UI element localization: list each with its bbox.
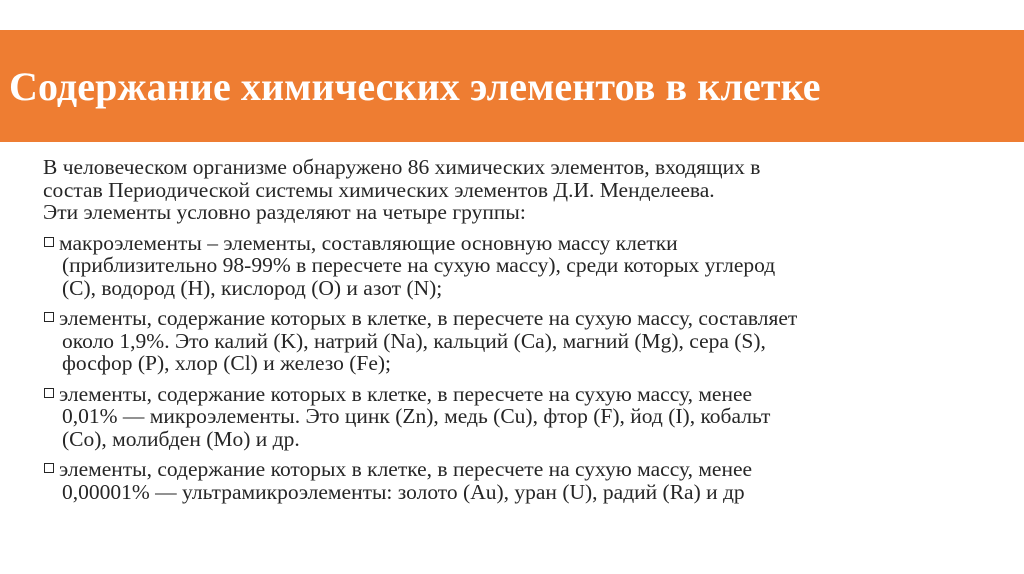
list-item-line: 0,01% — микроэлементы. Это цинк (Zn), медь (Cu), фтор (F), йод (I), кобальт bbox=[62, 404, 771, 428]
list-item-line: элементы, содержание которых в клетке, в пересчете на сухую массу, менее bbox=[59, 381, 753, 406]
element-groups-list bbox=[43, 232, 993, 504]
hollow-square-bullet-icon bbox=[44, 237, 54, 247]
list-item-ultramicroelements bbox=[43, 458, 993, 503]
intro-paragraph bbox=[43, 156, 993, 224]
intro-line: состав Периодической системы химических элементов Д.И. Менделеева. bbox=[43, 177, 715, 202]
list-item-line: (приблизительно 98-99% в пересчете на сухую массу), среди которых углерод bbox=[62, 253, 776, 277]
title-bar bbox=[0, 30, 1024, 142]
list-item-line: элементы, содержание которых в клетке, в пересчете на сухую массу, составляет bbox=[59, 306, 798, 330]
slide-content bbox=[43, 156, 993, 503]
list-item-microelements bbox=[43, 383, 993, 451]
hollow-square-bullet-icon bbox=[44, 312, 54, 322]
hollow-square-bullet-icon bbox=[44, 463, 54, 473]
intro-line: В человеческом организме обнаружено 86 химических элементов, входящих в bbox=[43, 155, 761, 179]
hollow-square-bullet-icon bbox=[44, 388, 54, 398]
list-item-line: 0,00001% — ультрамикроэлементы: золото (Au), уран (U), радий (Ra) и др bbox=[62, 479, 745, 504]
list-item-macroelements bbox=[43, 232, 993, 300]
intro-line: Эти элементы условно разделяют на четыре группы: bbox=[43, 200, 526, 224]
list-item-line: макроэлементы – элементы, составляющие основную массу клетки bbox=[59, 230, 678, 255]
list-item-line: элементы, содержание которых в клетке, в пересчете на сухую массу, менее bbox=[59, 457, 753, 481]
list-item-elements-1-9-percent bbox=[43, 307, 993, 375]
list-item-line: фосфор (P), хлор (Cl) и железо (Fe); bbox=[62, 351, 392, 375]
list-item-line: около 1,9%. Это калий (K), натрий (Na), кальций (Ca), магний (Mg), сера (S), bbox=[62, 328, 766, 353]
slide-title: Содержание химических элементов в клетке bbox=[9, 63, 821, 109]
list-item-line: (C), водород (H), кислород (O) и азот (N); bbox=[62, 275, 443, 300]
list-item-line: (Co), молибден (Mo) и др. bbox=[62, 426, 300, 451]
